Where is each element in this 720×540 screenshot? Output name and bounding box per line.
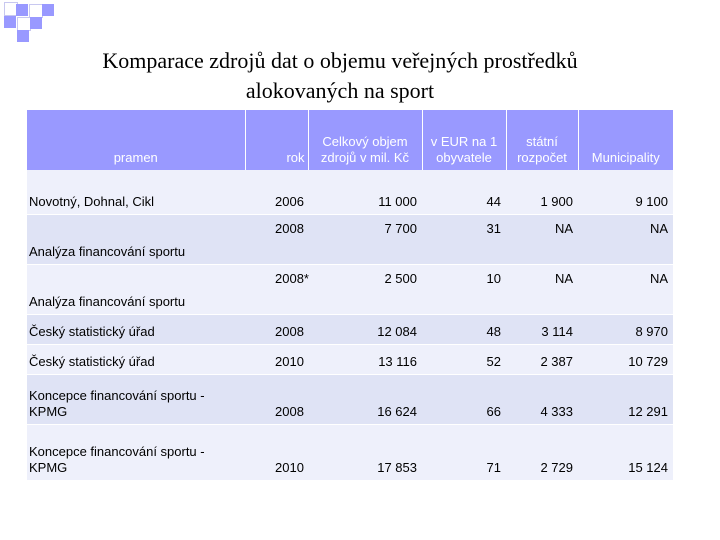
cell-municipality: 15 124 xyxy=(578,424,673,480)
header-year xyxy=(245,110,308,170)
header-total-line-1: Celkový objem xyxy=(322,134,408,149)
header-state xyxy=(506,110,578,170)
header-year-label: rok xyxy=(286,150,305,165)
deco-square xyxy=(30,17,42,29)
title-line-1: Komparace zdrojů dat o objemu veřejných prostředků xyxy=(102,48,578,73)
cell-state: NA xyxy=(506,264,578,314)
comparison-table xyxy=(27,110,673,481)
cell-source xyxy=(27,170,245,214)
table-row xyxy=(27,344,673,374)
cell-year: 2010 xyxy=(245,424,308,480)
cell-source xyxy=(27,264,245,314)
header-total xyxy=(308,110,422,170)
cell-eur: 44 xyxy=(422,170,506,214)
cell-source xyxy=(27,374,245,424)
cell-year: 2008 xyxy=(245,374,308,424)
header-state-line-1: státní xyxy=(526,134,558,149)
deco-square xyxy=(17,17,31,31)
cell-source xyxy=(27,314,245,344)
cell-municipality: 8 970 xyxy=(578,314,673,344)
cell-eur: 31 xyxy=(422,214,506,264)
cell-state: 2 729 xyxy=(506,424,578,480)
header-municipality xyxy=(578,110,673,170)
cell-year: 2010 xyxy=(245,344,308,374)
source-line-1: Český statistický úřad xyxy=(29,353,155,369)
cell-total: 2 500 xyxy=(308,264,422,314)
cell-state: 4 333 xyxy=(506,374,578,424)
cell-total: 7 700 xyxy=(308,214,422,264)
table-row xyxy=(27,374,673,424)
header-eur-line-1: v EUR na 1 xyxy=(430,134,498,149)
deco-square xyxy=(17,30,29,42)
page-title xyxy=(40,46,640,106)
cell-state: NA xyxy=(506,214,578,264)
source-line-1: Novotný, Dohnal, Cikl xyxy=(29,193,154,209)
cell-eur: 10 xyxy=(422,264,506,314)
cell-state: 2 387 xyxy=(506,344,578,374)
deco-square xyxy=(16,4,28,16)
cell-municipality: 10 729 xyxy=(578,344,673,374)
source-line-2: KPMG xyxy=(29,403,68,419)
cell-source xyxy=(27,424,245,480)
cell-eur: 52 xyxy=(422,344,506,374)
deco-square xyxy=(42,4,54,16)
cell-state: 3 114 xyxy=(506,314,578,344)
cell-state: 1 900 xyxy=(506,170,578,214)
cell-total: 11 000 xyxy=(308,170,422,214)
cell-total: 16 624 xyxy=(308,374,422,424)
cell-source xyxy=(27,214,245,264)
cell-municipality: NA xyxy=(578,264,673,314)
table-row xyxy=(27,264,673,314)
source-line-1: Koncepce financování sportu - xyxy=(29,387,205,403)
cell-municipality: 12 291 xyxy=(578,374,673,424)
title-line-2: alokovaných na sport xyxy=(245,78,435,103)
cell-eur: 66 xyxy=(422,374,506,424)
cell-total: 17 853 xyxy=(308,424,422,480)
cell-eur: 48 xyxy=(422,314,506,344)
cell-source xyxy=(27,344,245,374)
header-eur-line-2: obyvatele xyxy=(436,150,492,165)
header-source xyxy=(27,110,245,170)
cell-eur: 71 xyxy=(422,424,506,480)
header-eur xyxy=(422,110,506,170)
cell-year: 2008 xyxy=(245,214,308,264)
header-source-label: pramen xyxy=(113,150,158,165)
header-state-line-2: rozpočet xyxy=(517,150,567,165)
source-line-1: Koncepce financování sportu - xyxy=(29,443,205,459)
table-row xyxy=(27,314,673,344)
source-line-1: Analýza financování sportu xyxy=(29,293,186,309)
header-total-line-2: zdrojů v mil. Kč xyxy=(320,150,410,165)
table-row xyxy=(27,424,673,480)
cell-total: 12 084 xyxy=(308,314,422,344)
table-row xyxy=(27,170,673,214)
table-row xyxy=(27,214,673,264)
cell-year: 2008* xyxy=(245,264,308,314)
header-municipality-label: Municipality xyxy=(591,150,660,165)
cell-total: 13 116 xyxy=(308,344,422,374)
deco-square xyxy=(4,16,16,28)
cell-municipality: 9 100 xyxy=(578,170,673,214)
source-line-1: Český statistický úřad xyxy=(29,323,155,339)
cell-municipality: NA xyxy=(578,214,673,264)
cell-year: 2008 xyxy=(245,314,308,344)
source-line-2: KPMG xyxy=(29,459,68,475)
cell-year: 2006 xyxy=(245,170,308,214)
deco-square xyxy=(29,4,43,18)
table-header-row xyxy=(27,110,673,170)
source-line-1: Analýza financování sportu xyxy=(29,243,186,259)
